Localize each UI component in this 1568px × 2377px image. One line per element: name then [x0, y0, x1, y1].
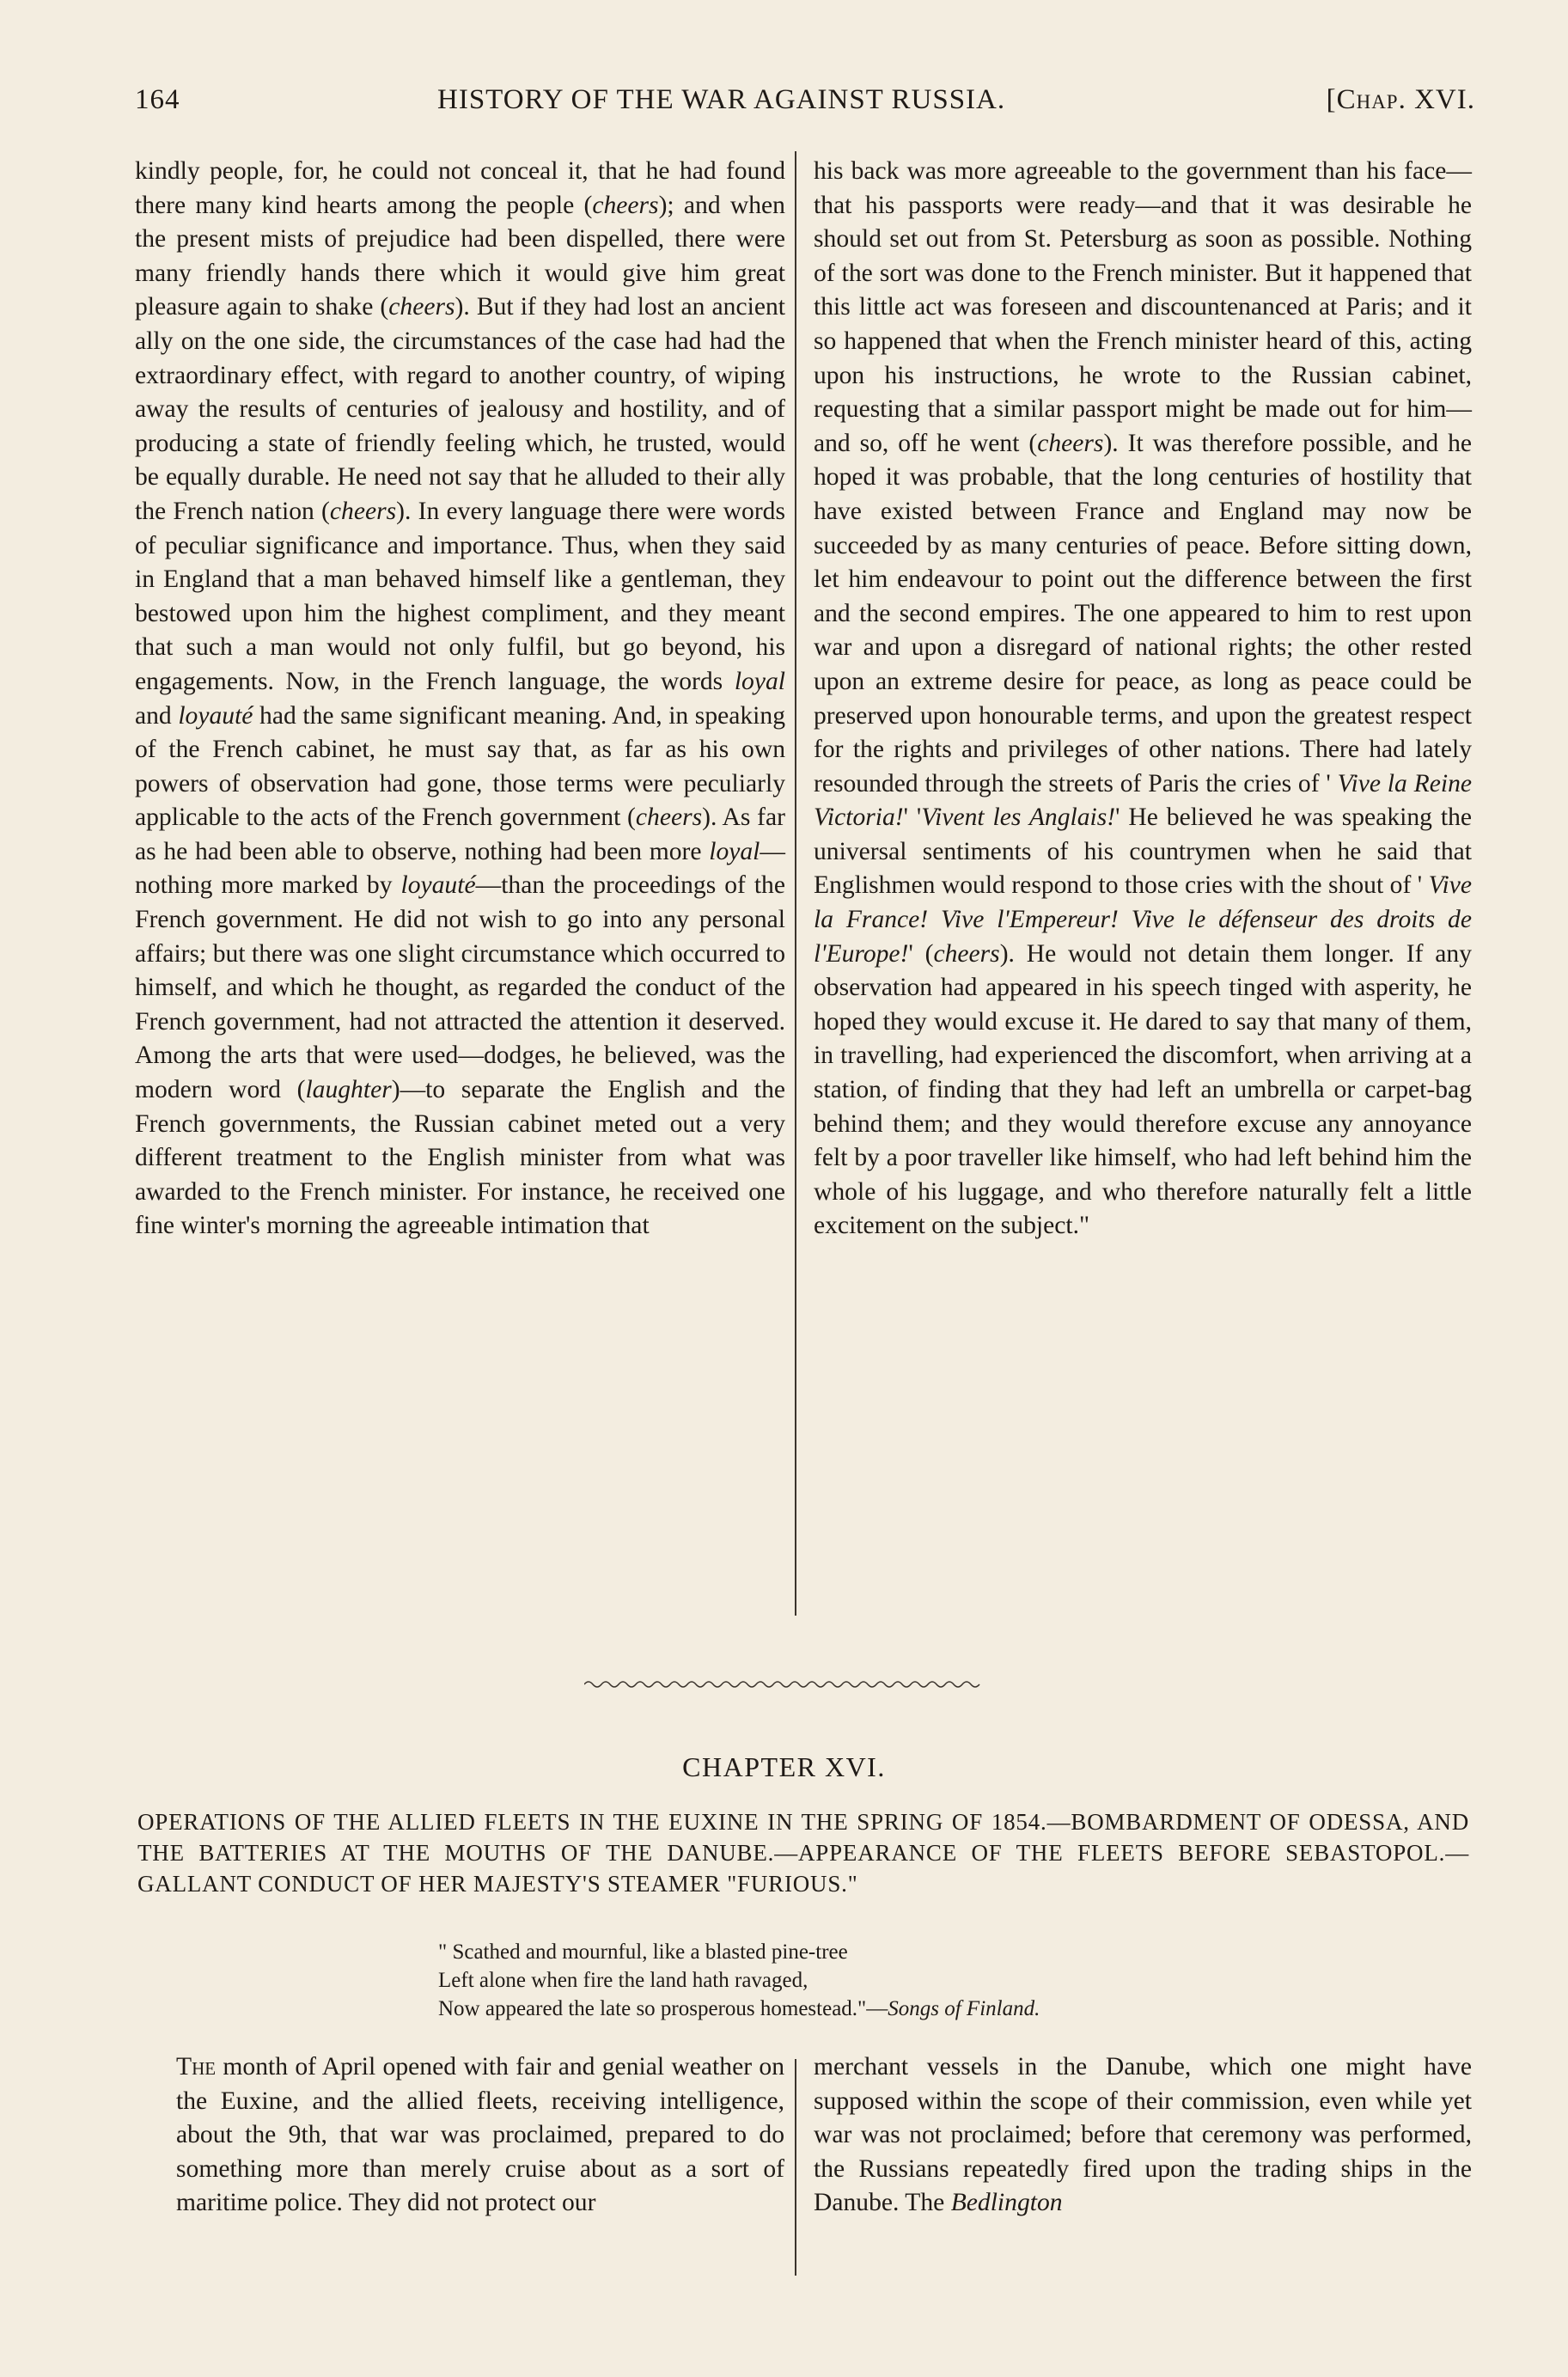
- running-head: [135, 84, 1475, 127]
- chapter-text-column-left: [176, 2050, 784, 2221]
- opening-word: The: [176, 2053, 217, 2081]
- text-column-right: [814, 155, 1472, 1243]
- paragraph: kindly people, for, he could not conceal it, that he had found there many kind hearts among the people (cheers); and when the present mists of prejudice had been dispelled, there were many friendly hands there which it would give him great pleasure again to shake (cheers). But if they had lost an ancient ally on the one side, the circumstances of the case had had the extraordinary effect, with regard to another country, of wiping away the results of centuries of jealousy and hostility, and of producing a state of friendly feeling which, he trusted, would be equally durable. He need not say that he alluded to their ally the French nation (cheers). In every language there were words of peculiar significance and importance. Thus, when they said in England that a man behaved himself like a gentleman, they bestowed upon him the highest compliment, and they meant that such a man would not only fulfil, but go beyond, his engagements. Now, in the French language, the words loyal and loyauté had the same significant meaning. And, in speaking of the French cabinet, he must say that, as far as his own powers of observation had gone, those terms were peculiarly applicable to the acts of the French government (cheers). As far as he had been able to observe, nothing had been more loyal—nothing more marked by loyauté—than the proceedings of the French government. He did not wish to go into any personal affairs; but there was one slight circumstance which occurred to himself, and which he thought, as regarded the conduct of the French government, had not attracted the attention it deserved. Among the arts that were used—dodges, he believed, was the modern word (laughter)—to separate the English and the French governments, the Russian cabinet meted out a very different treatment to the English minister from what was awarded to the French minister. For instance, he received one fine winter's morning the agreeable intimation that: [135, 157, 786, 1240]
- epigraph-source: Songs of Finland.: [888, 1997, 1040, 2020]
- chapter-title: CHAPTER XVI.: [682, 1751, 886, 1782]
- epigraph: [438, 1938, 1297, 2023]
- chapter-reference: [Chap. XVI.: [1326, 84, 1475, 115]
- section-ornament-rule: [584, 1676, 997, 1693]
- page-number: 164: [135, 84, 180, 115]
- text-column-left: [135, 155, 785, 1243]
- epigraph-line: " Scathed and mournful, like a blasted pine-tree: [438, 1940, 848, 1964]
- paragraph: The month of April opened with fair and genial weather on the Euxine, and the allied fleets, receiving intelligence, about the 9th, that war was proclaimed, prepared to do something more than merely cruise about as a sort of maritime police. They did not protect our: [176, 2053, 784, 2217]
- column-rule: [795, 151, 796, 1616]
- paragraph: his back was more agreeable to the government than his face—that his passports were ready—and that it was desirable he should set out from St. Petersburg as soon as possible. Nothing of the sort was done to the French minister. But it happened that this little act was foreseen and discountenanced at Paris; and it so happened that when the French minister heard of this, acting upon his instructions, he wrote to the Russian cabinet, requesting that a similar passport might be made out for him—and so, off he went (cheers). It was therefore possible, and he hoped it was probable, that the long centuries of hostility that have existed between France and England may now be succeeded by as many centuries of peace. Before sitting down, let him endeavour to point out the difference between the first and the second empires. The one appeared to him to rest upon war and upon a disregard of national rights; the other rested upon an extreme desire for peace, as long as peace could be preserved upon honourable terms, and upon the greatest respect for the rights and privileges of other nations. There had lately resounded through the streets of Paris the cries of ' Vive la Reine Victoria!' 'Vivent les Anglais!' He believed he was speaking the universal sentiments of his countrymen when he said that Englishmen would respond to those cries with the shout of ' Vive la France! Vive l'Empereur! Vive le défenseur des droits de l'Europe!' (cheers). He would not detain them longer. If any observation had appeared in his speech tinged with asperity, he hoped they would excuse it. He dared to say that many of them, in travelling, had experienced the discomfort, when arriving at a station, of finding that they had left an umbrella or carpet-bag behind them; and they would therefore excuse any annoyance felt by a poor traveller like himself, who had left behind him the whole of his luggage, and who therefore naturally felt a little excitement on the subject.": [814, 157, 1473, 1240]
- paragraph: merchant vessels in the Danube, which one might have supposed within the scope of their commission, even while yet war was not proclaimed; before that ceremony was performed, the Russians repeatedly fired upon the trading ships in the Danube. The Bedlington: [814, 2053, 1472, 2217]
- chapter-summary: OPERATIONS OF THE ALLIED FLEETS IN THE EUXINE IN THE SPRING OF 1854.—BOMBARDMENT OF ODESSA, AND THE BATTERIES AT THE MOUTHS OF THE DANUBE.—APPEARANCE OF THE FLEETS BEFORE SEBASTOPOL.—GALLANT CONDUCT OF HER MAJESTY'S STEAMER "FURIOUS.": [137, 1809, 1469, 1897]
- column-rule: [795, 2059, 796, 2276]
- chapter-text-column-right: [814, 2050, 1472, 2221]
- running-title: HISTORY OF THE WAR AGAINST RUSSIA.: [437, 84, 1006, 115]
- epigraph-line: Now appeared the late so prosperous homestead."—Songs of Finland.: [438, 1997, 1040, 2020]
- epigraph-line: Left alone when fire the land hath ravaged,: [438, 1969, 808, 1992]
